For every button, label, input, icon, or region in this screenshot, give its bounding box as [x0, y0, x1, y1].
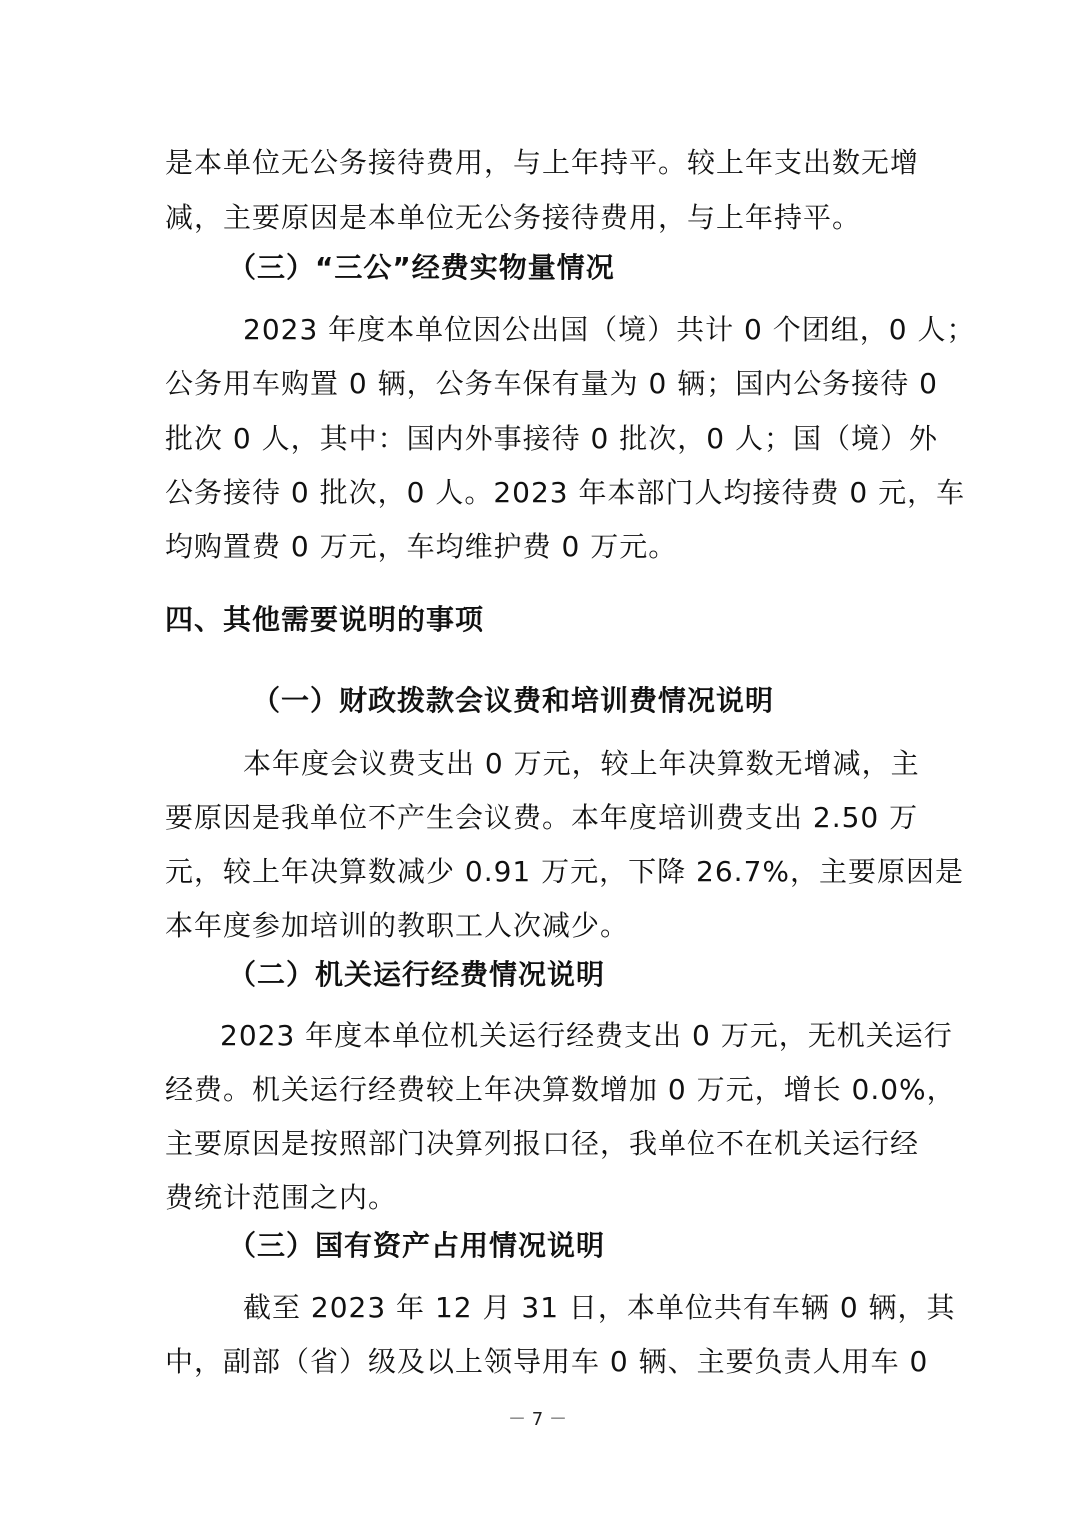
paragraph-line: 中，副部（省）级及以上领导用车 0 辆、主要负责人用车 0 — [165, 1345, 929, 1378]
paragraph-line: 主要原因是按照部门决算列报口径，我单位不在机关运行经 — [165, 1127, 920, 1160]
paragraph-line: 本年度参加培训的教职工人次减少。 — [165, 909, 630, 942]
subsection-heading: （一）财政拨款会议费和培训费情况说明 — [252, 684, 775, 717]
section-heading: 四、其他需要说明的事项 — [165, 603, 485, 636]
subsection-heading: （二）机关运行经费情况说明 — [228, 958, 606, 991]
paragraph-line: 公务接待 0 批次，0 人。2023 年本部门人均接待费 0 元，车 — [165, 476, 966, 509]
paragraph-line: 截至 2023 年 12 月 31 日，本单位共有车辆 0 辆，其 — [243, 1291, 956, 1324]
paragraph-line: 本年度会议费支出 0 万元，较上年决算数无增减，主 — [243, 747, 920, 780]
paragraph-line: 要原因是我单位不产生会议费。本年度培训费支出 2.50 万 — [165, 801, 919, 834]
paragraph-line: 元，较上年决算数减少 0.91 万元，下降 26.7%，主要原因是 — [165, 855, 964, 888]
paragraph-line: 2023 年度本单位因公出国（境）共计 0 个团组，0 人； — [243, 313, 976, 346]
subsection-heading: （三）“三公”经费实物量情况 — [228, 251, 615, 284]
paragraph-line: 费统计范围之内。 — [165, 1181, 398, 1214]
paragraph-line: 批次 0 人，其中：国内外事接待 0 批次，0 人；国（境）外 — [165, 422, 938, 455]
subsection-heading: （三）国有资产占用情况说明 — [228, 1229, 606, 1262]
paragraph-line: 是本单位无公务接待费用，与上年持平。较上年支出数无增 — [165, 146, 920, 179]
paragraph-line: 公务用车购置 0 辆，公务车保有量为 0 辆；国内公务接待 0 — [165, 367, 938, 400]
page-number: － 7 － — [508, 1409, 567, 1430]
paragraph-line: 均购置费 0 万元，车均维护费 0 万元。 — [165, 530, 678, 563]
paragraph-line: 2023 年度本单位机关运行经费支出 0 万元，无机关运行 — [220, 1019, 953, 1052]
paragraph-line: 经费。机关运行经费较上年决算数增加 0 万元，增长 0.0%， — [165, 1073, 956, 1106]
paragraph-line: 减，主要原因是本单位无公务接待费用，与上年持平。 — [165, 201, 862, 234]
